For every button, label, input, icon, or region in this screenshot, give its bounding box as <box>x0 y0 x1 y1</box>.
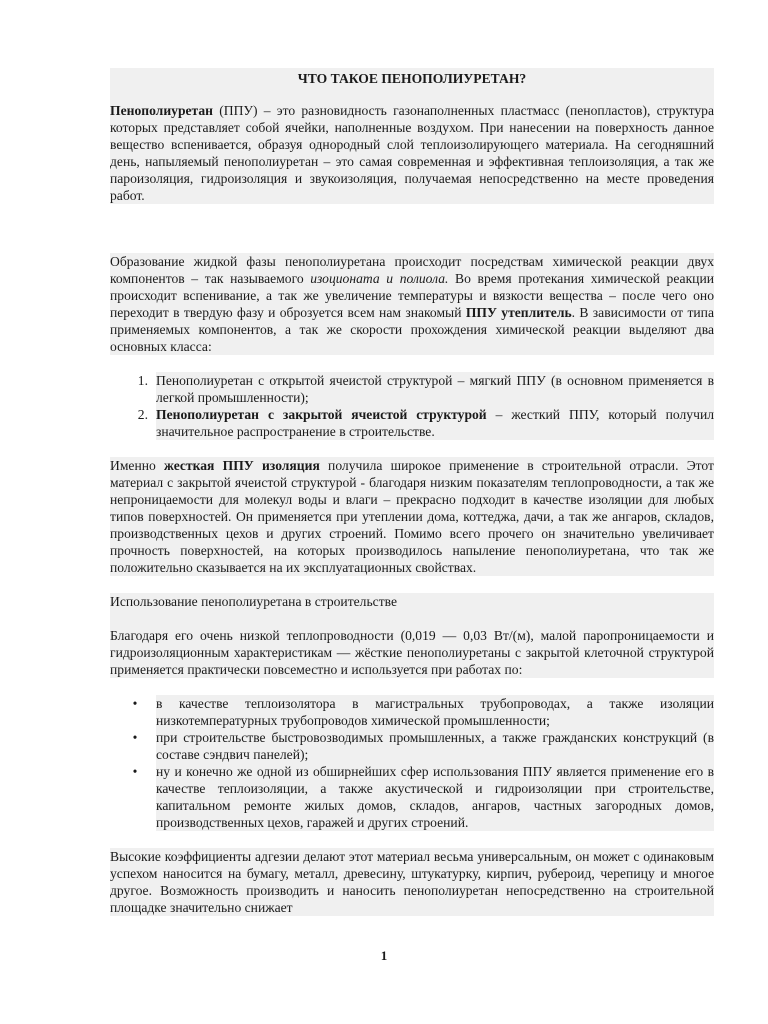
paragraph-adhesion: Высокие коэффициенты адгезии делают этот материал весьма универсальным, он может с одинаковым успехом наносится на бумагу, металл, древесину, штукатурку, кирпич, рубероид, черепицу и многое другое. Возможность производить и наносить пенополиуретан непосредственно на строительной площадке значительно снижает <box>110 849 714 915</box>
page-title: ЧТО ТАКОЕ ПЕНОПОЛИУРЕТАН? <box>297 71 527 86</box>
numbered-list <box>110 372 714 440</box>
term-ppu: Пенополиуретан <box>110 103 214 118</box>
intro-block <box>110 68 714 204</box>
document-page <box>110 68 714 916</box>
intro-text: (ППУ) – это разновидность газонаполненных пластмасс (пенопластов), структура которых представляет собой ячейки, наполненные воздухом. При нанесении на поверхность данное вещество вспенивается, образуя однородный слой теплоизолирующего материала. На сегодняшний день, напыляемый пенополиуретан – это самая современная и эффективная теплоизоляция, а так же пароизоляция, гидроизоляция и звукоизоляция, получаемая непосредственно на месте проведения работ. <box>110 103 714 203</box>
list-item: 1. Пенополиуретан с открытой ячеистой структурой – мягкий ППУ (в основном применяется в легкой промышленности); <box>137 373 714 405</box>
subheading: Использование пенополиуретана в строительстве <box>110 594 398 609</box>
components-italic: изоционата и полиола. <box>310 271 449 286</box>
rigid-block <box>110 457 714 576</box>
term-ppu-insulation: ППУ утеплитель <box>465 305 572 320</box>
paragraph-usage: Благодаря его очень низкой теплопроводности (0,019 — 0,03 Вт/(м), малой паропроницаемости и гидроизоляционным характеристикам — жёсткие пенополиуретаны с закрытой клеточной структурой применяется практически повсеместно и используется при работах по: <box>110 628 714 677</box>
term-rigid: жесткая ППУ изоляция <box>164 458 320 473</box>
list-item: • при строительстве быстровозводимых промышленных, а также гражданских конструкций (в составе сэндвич панелей); <box>132 730 714 762</box>
bullet-list <box>110 695 714 831</box>
list-item: • в качестве теплоизолятора в магистральных трубопроводах, а также изоляции низкотемпературных трубопроводов химической промышленности; <box>132 696 714 728</box>
adhesion-block <box>110 848 714 916</box>
paragraph-formation: Образование жидкой фазы пенополиуретана происходит посредствам химической реакции двух компонентов – так называемого изоционата и полиола. Во время протекания химической реакции происходит вспенивание, а так же увеличение температуры и вязкости вещества – после чего оно переходит в твердую фазу и оброзуется всем нам знакомый ППУ утеплитель. В зависимости от типа применяемых компонентов, а так же скорости прохождения химической реакции выделяют два основных класса: <box>110 254 715 354</box>
usage-block <box>110 593 714 678</box>
list-item: • ну и конечно же одной из обширнейших сфер использования ППУ является применение его в качестве теплоизоляции, а также акустической и гидроизоляции при строительстве, капитальном ремонте жилых домов, складов, ангаров, частных загородных домов, производственных цехов, гаражей и других строений. <box>132 764 714 830</box>
formation-block <box>110 253 714 355</box>
paragraph-intro <box>110 102 714 204</box>
paragraph-rigid: Именно жесткая ППУ изоляция получила широкое применение в строительной отрасли. Этот материал с закрытой ячеистой структурой - благодаря низким показателям теплопроводности, а так же непроницаемости для молекул воды и влаги – прекрасно подходит в качестве изоляции для любых типов поверхностей. Он применяется при утеплении дома, коттеджа, дачи, а так же ангаров, складов, производственных цехов и других строений. Помимо всего прочего он значительно увеличивает прочность поверхностей, на которых производилось напыление пенополиуретана, что так же положительно сказывается на их эксплуатационных свойствах. <box>110 458 714 575</box>
list-item: 2. Пенополиуретан с закрытой ячеистой структурой – жесткий ППУ, который получил значительное распространение в строительстве. <box>137 407 715 439</box>
page-number: 1 <box>380 948 388 963</box>
